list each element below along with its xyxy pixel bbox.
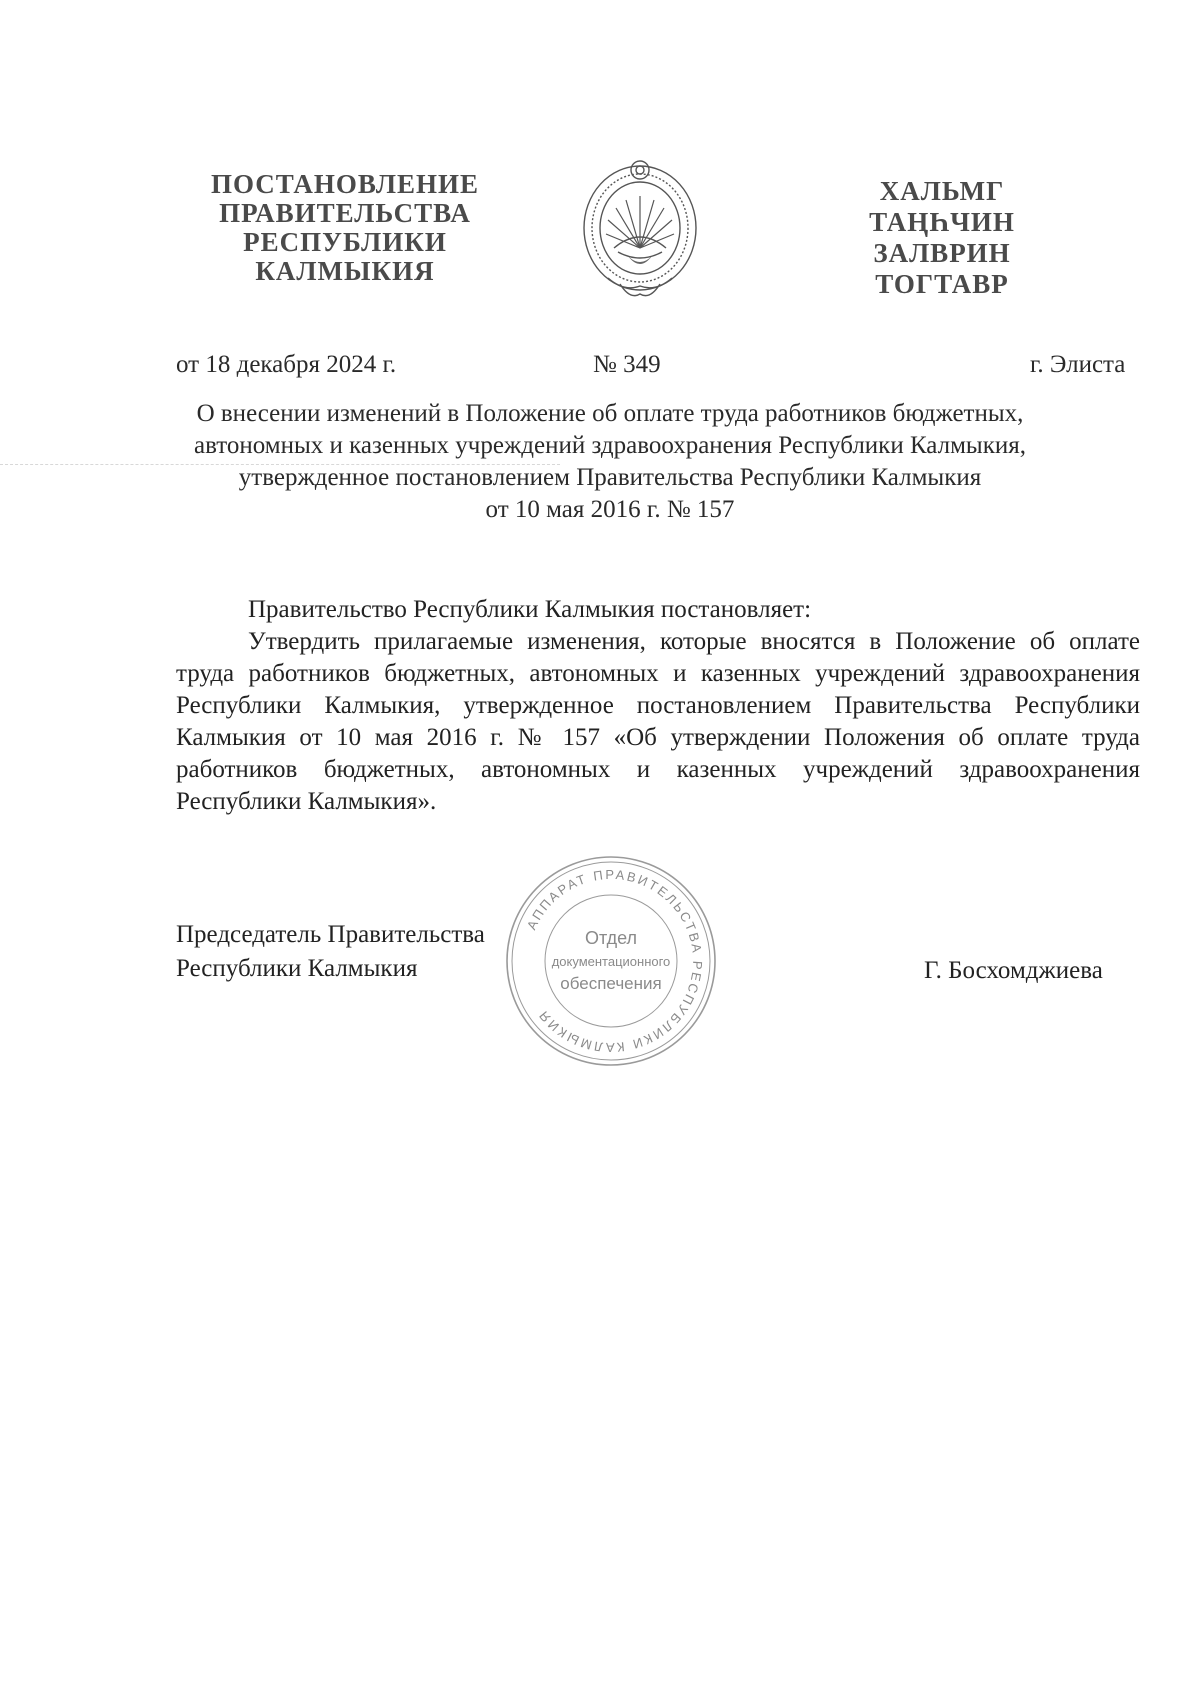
signature-position (176, 918, 485, 986)
body-intro: Правительство Республики Калмыкия постановляет: (248, 596, 812, 623)
document-number: № 349 (593, 351, 661, 378)
header-right-line: ХАЛЬМГ (879, 176, 1005, 206)
title-line: утвержденное постановлением Правительства Республики Калмыкия (238, 464, 982, 491)
document-date: от 18 декабря 2024 г. (176, 351, 397, 378)
header-right-title (842, 176, 1042, 300)
stamp-center-line: обеспечения (560, 974, 662, 993)
document-body (176, 594, 1140, 818)
stamp-ring-text: АППАРАТ ПРАВИТЕЛЬСТВА РЕСПУБЛИКИ КАЛМЫКИЯ (523, 866, 706, 1056)
title-line: О внесении изменений в Положение об оплате труда работников бюджетных, (196, 400, 1024, 427)
signature-position-line: Председатель Правительства (176, 921, 485, 948)
header-right-line: ТОГТАВР (875, 269, 1009, 299)
stamp-center (504, 854, 718, 1068)
header-left-title (195, 170, 495, 286)
signature-position-line: Республики Калмыкия (176, 955, 418, 982)
stamp-center-line: Отдел (584, 928, 638, 948)
header-left-line: КАЛМЫКИЯ (255, 256, 435, 286)
header-left-line: ПОСТАНОВЛЕНИЕ (210, 169, 480, 199)
document-city: г. Элиста (1030, 351, 1126, 378)
document-title (160, 398, 1060, 526)
title-line: от 10 мая 2016 г. № 157 (485, 496, 735, 523)
body-paragraph: Утвердить прилагаемые изменения, которые вносятся в Положение об оплате труда работников бюджетных, автономных и казенных учреждений здравоохранения Республики Калмыкия, утвержденное постановлением Правительства Республики Калмыкия от 10 мая 2016 г. № 157 «Об утверждении Положения об оплате труда работников бюджетных, автономных и казенных учреждений здравоохранения Республики Калмыкия». (176, 628, 1140, 815)
official-stamp (504, 854, 718, 1068)
header-right-line: ТАҢҺЧИН (869, 207, 1015, 237)
kalmykia-coat-of-arms-icon (580, 156, 700, 304)
header-left-line: ПРАВИТЕЛЬСТВА (219, 198, 471, 228)
signatory-name: Г. Босхомджиева (924, 957, 1103, 984)
header-right-line: ЗАЛВРИН (873, 238, 1011, 268)
header-left-line: РЕСПУБЛИКИ (243, 227, 447, 257)
title-line: автономных и казенных учреждений здравоохранения Республики Калмыкия, (194, 432, 1026, 459)
stamp-center-line: документационного (551, 954, 671, 969)
